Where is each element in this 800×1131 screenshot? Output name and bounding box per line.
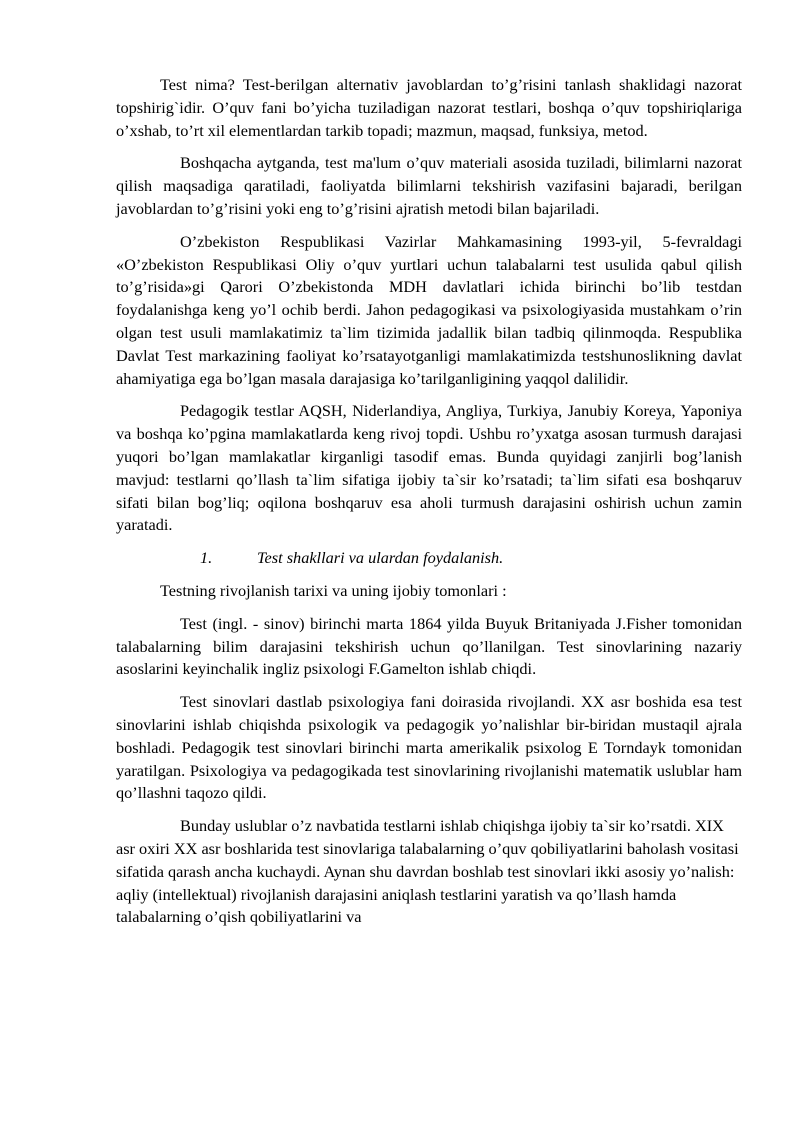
document-page bbox=[116, 74, 742, 939]
section-heading bbox=[116, 547, 742, 570]
subheading-history: Testning rivojlanish tarixi va uning ijobiy tomonlari : bbox=[160, 580, 507, 600]
section-heading-number: 1. bbox=[200, 548, 213, 568]
section-heading-title: Test shakllari va ulardan foydalanish. bbox=[257, 548, 504, 568]
paragraph-test-description: Boshqacha aytganda, test ma'lum o’quv materiali asosida tuziladi, bilimlarni nazorat qilish maqsadiga qaratiladi, faoliyatda bilimlarni tekshirish vazifasini bajaradi, berilgan javoblardan to’g’risini yoki eng to’g’risini ajratish metodi bilan bajariladi. bbox=[116, 153, 742, 218]
paragraph-methods-influence: Bunday uslublar o’z navbatida testlarni ishlab chiqishga ijobiy ta`sir ko’rsatdi. XIX asr oxiri XX asr boshlarida test sinovlariga talabalarning o’quv qobiliyatlarini baholash vositasi sifatida qarash ancha kuchaydi. Aynan shu davrdan boshlab test sinovlari ikki asosiy yo’nalish: aqliy (intellektual) rivojlanish darajasini aniqlash testlarini yaratish va qo’llash hamda talabalarning o’qish qobiliyatlarini va bbox=[116, 816, 739, 927]
paragraph-government-decree: O’zbekiston Respublikasi Vazirlar Mahkamasining 1993-yil, 5-fevraldagi «O’zbekiston Respublikasi Oliy o’quv yurtlari uchun talabalarni test usulida qabul qilish to’g’risida»gi Qarori O’zbekistonda MDH davlatlari ichida birinchi bo’lib testdan foydalanishga keng yo’l ochib berdi. Jahon pedagogikasi va psixologiyasida mustahkam o’rin olgan test usuli mamlakatimiz ta`lim tizimida jadallik bilan tadbiq qilinmoqda. Respublika Davlat Test markazining faoliyat ko’rsatayotganligi mamlakatimizda testshunoslikning davlat ahamiyatiga ega bo’lgan masala darajasiga ko’tarilganligining yaqqol dalilidir. bbox=[116, 231, 742, 388]
paragraph-test-definition: Test nima? Test-berilgan alternativ javoblardan to’g’risini tanlash shaklidagi nazorat topshirig`idir. O’quv fani bo’yicha tuziladigan nazorat testlari, boshqa o’quv topshiriqlariga o’xshab, to’rt xil elementlardan tarkib topadi; mazmun, maqsad, funksiya, metod. bbox=[116, 75, 742, 140]
paragraph-test-origin: Test (ingl. - sinov) birinchi marta 1864 yilda Buyuk Britaniyada J.Fisher tomonidan talabalarning bilim darajasini tekshirish uchun qo’llanilgan. Test sinovlarining nazariy asoslarini keyinchalik ingliz psixologi F.Gamelton ishlab chiqdi. bbox=[116, 613, 742, 679]
paragraph-psychology-development: Test sinovlari dastlab psixologiya fani doirasida rivojlandi. XX asr boshida esa test sinovlarini ishlab chiqishda psixologik va pedagogik yo’nalishlar bir-biridan mustaqil ajrala boshladi. Pedagogik test sinovlari birinchi marta amerikalik psixolog E Torndayk tomonidan yaratilgan. Psixologiya va pedagogikada test sinovlarining rivojlanishi matematik uslublar ham qo’llashni taqozo qildi. bbox=[116, 692, 742, 803]
paragraph-pedagogical-tests-countries: Pedagogik testlar AQSH, Niderlandiya, Angliya, Turkiya, Janubiy Koreya, Yaponiya va boshqa ko’pgina mamlakatlarda keng rivoj topdi. Ushbu ro’yxatga asosan turmush darajasi yuqori bo’lgan mamlakatlar kirganligi tasodif emas. Bunda quyidagi zanjirli bog’lanish mavjud: testlarni qo’llash ta`lim sifatiga ijobiy ta`sir ko’rsatadi; ta`lim sifati esa boshqaruv sifati bilan bog’liq; oqilona boshqaruv esa aholi turmush darajasini oshirish uchun zamin yaratadi. bbox=[116, 401, 742, 535]
